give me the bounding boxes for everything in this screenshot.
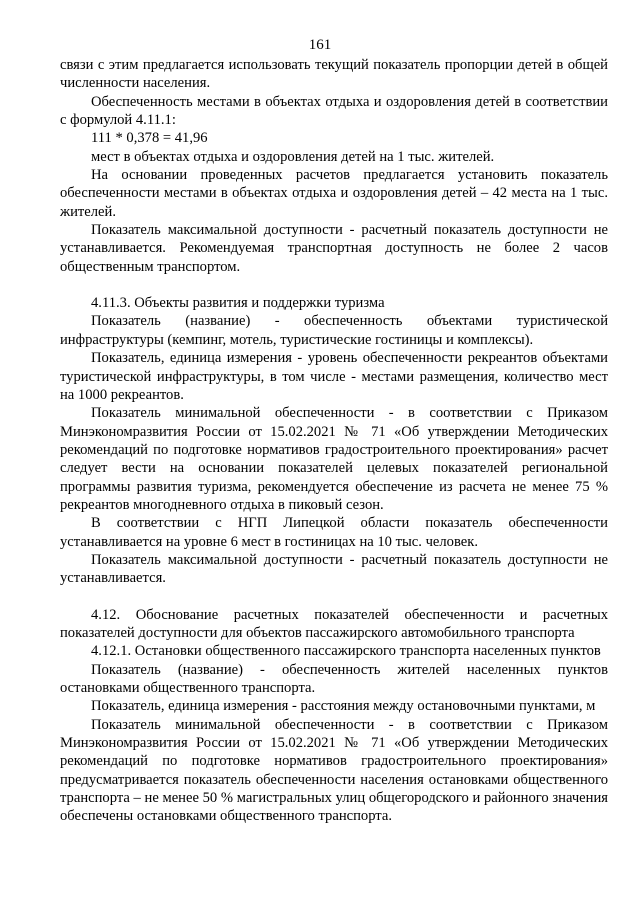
paragraph: Показатель максимальной доступности - расчетный показатель доступности не устанавливается. — [60, 551, 608, 587]
paragraph: Обеспеченность местами в объектах отдыха и оздоровления детей в соответствии с формулой 4.11.1: — [60, 93, 608, 129]
paragraph: Показатель, единица измерения - уровень обеспеченности рекреантов объектами туристической инфраструктуры, в том числе - местами размещения, количество мест на 1000 рекреантов. — [60, 350, 608, 403]
paragraph: Показатель (название) - обеспеченность объектами туристической инфраструктуры (кемпинг, мотель, туристические гостиницы и комплексы). — [60, 313, 608, 348]
section-heading: 4.11.3. Объекты развития и поддержки туризма — [91, 295, 385, 312]
paragraph: Показатель максимальной доступности - расчетный показатель доступности не устанавливается. Рекомендуемая транспортная доступность не более 2 часов общественным транспортом. — [60, 222, 608, 275]
paragraph: связи с этим предлагается использовать текущий показатель пропорции детей в общей численности населения. — [60, 57, 608, 92]
paragraph: мест в объектах отдыха и оздоровления детей на 1 тыс. жителей. — [91, 148, 495, 165]
subsection-heading: 4.12.1. Остановки общественного пассажирского транспорта населенных пунктов — [91, 643, 601, 660]
paragraph: Показатель минимальной обеспеченности - в соответствии с Приказом Минэкономразвития России от 15.02.2021 № 71 «Об утверждении Методических рекомендаций по подготовке нормативов градостроительного проектирования» расчет следует вести на основании показателей целевых показателей региональной программы развития туризма, рекомендуется обеспечение из расчета не менее 75 % рекреантов многодневного отдыха в пиковый сезон. — [60, 405, 608, 513]
paragraph: В соответствии с НГП Липецкой области показатель обеспеченности устанавливается на уровне 6 мест в гостиницах на 10 тыс. человек. — [60, 515, 608, 550]
paragraph: Показатель (название) - обеспеченность жителей населенных пунктов остановками общественного транспорта. — [60, 661, 608, 696]
paragraph: Показатель, единица измерения - расстояния между остановочными пунктами, м — [91, 698, 596, 715]
section-heading: 4.12. Обоснование расчетных показателей обеспеченности и расчетных показателей доступности для объектов пассажирского автомобильного транспорта — [60, 606, 608, 641]
page-number: 161 — [308, 37, 332, 53]
paragraph: На основании проведенных расчетов предлагается установить показатель обеспеченности местами в объектах отдыха и оздоровления детей – 42 места на 1 тыс. жителей. — [60, 167, 608, 220]
document-body — [60, 56, 608, 826]
paragraph: Показатель минимальной обеспеченности - в соответствии с Приказом Минэкономразвития России от 15.02.2021 № 71 «Об утверждении Методических рекомендаций по подготовке нормативов градостроительного проектирования» предусматривается показатель обеспеченности населения остановками общественного транспорта – не менее 50 % магистральных улиц общегородского и районного значения обеспечены остановками общественного транспорта. — [60, 716, 608, 825]
formula: 111 * 0,378 = 41,96 — [91, 130, 208, 147]
